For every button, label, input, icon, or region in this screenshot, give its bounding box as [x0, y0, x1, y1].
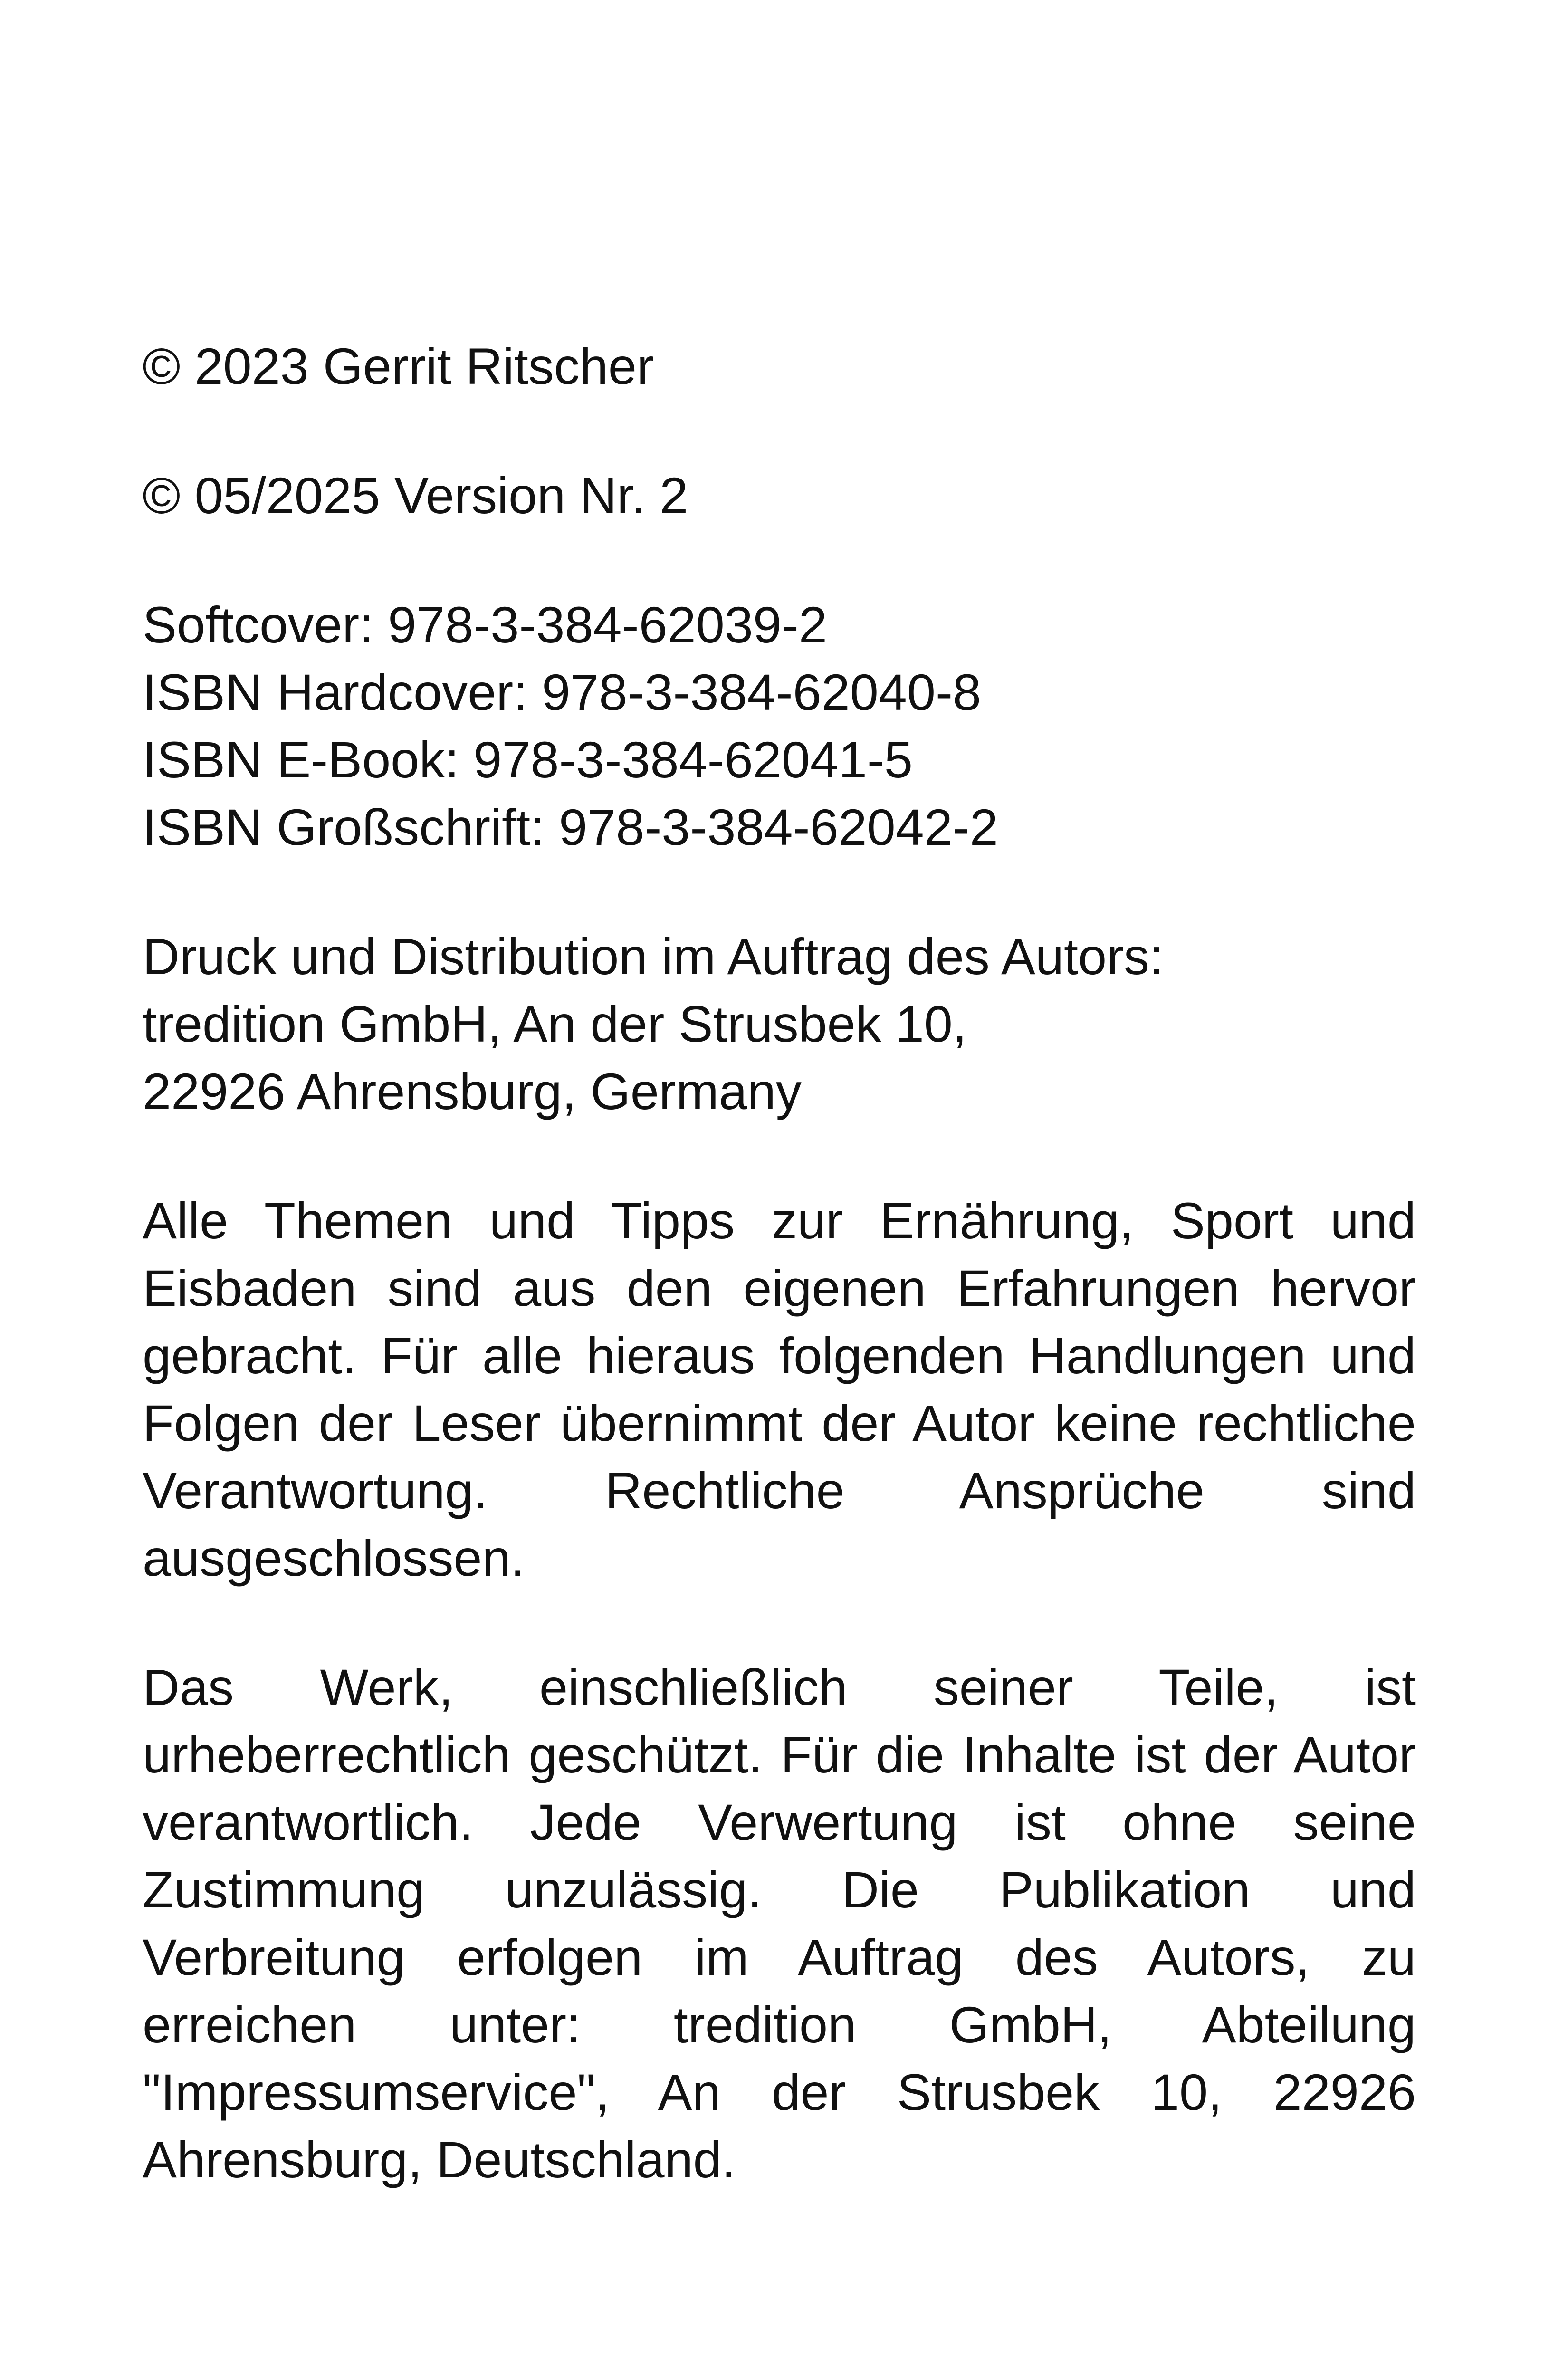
spacer — [143, 1125, 1416, 1187]
spacer — [143, 400, 1416, 462]
rights-notice-paragraph: Das Werk, einschließlich seiner Teile, ist urheberrechtlich geschützt. Für die Inhalte ist der Autor verantwortlich. Jede Verwertung ist ohne seine Zustimmung unzulässig. Die Publikation und Verbreitung erfolgen im Auftrag des Autors, zu erreichen unter: tredition GmbH, Abteilung "Impressumservice", An der Strusbek 10, 22926 Ahrensburg, Deutschland. — [143, 1658, 1416, 2188]
isbn-ebook: ISBN E-Book: 978-3-384-62041-5 — [143, 731, 913, 788]
imprint-content — [143, 333, 1416, 2194]
copyright-author: © 2023 Gerrit Ritscher — [143, 337, 654, 395]
spacer — [143, 861, 1416, 923]
copyright-version: © 05/2025 Version Nr. 2 — [143, 467, 688, 524]
publisher-line-2: tredition GmbH, An der Strusbek 10, — [143, 995, 967, 1053]
disclaimer-paragraph: Alle Themen und Tipps zur Ernährung, Sport und Eisbaden sind aus den eigenen Erfahrungen hervor gebracht. Für alle hieraus folgenden Handlungen und Folgen der Leser übernimmt der Autor keine rechtliche Verantwortung. Rechtliche Ansprüche sind ausgeschlossen. — [143, 1192, 1416, 1587]
publisher-line-1: Druck und Distribution im Auftrag des Autors: — [143, 928, 1164, 985]
isbn-list — [143, 591, 1416, 861]
publisher-line-3: 22926 Ahrensburg, Germany — [143, 1063, 802, 1120]
spacer — [143, 1592, 1416, 1654]
isbn-softcover: Softcover: 978-3-384-62039-2 — [143, 596, 827, 653]
isbn-large-print: ISBN Großschrift: 978-3-384-62042-2 — [143, 798, 998, 856]
publisher-address — [143, 923, 1416, 1125]
isbn-hardcover: ISBN Hardcover: 978-3-384-62040-8 — [143, 663, 981, 721]
spacer — [143, 529, 1416, 591]
